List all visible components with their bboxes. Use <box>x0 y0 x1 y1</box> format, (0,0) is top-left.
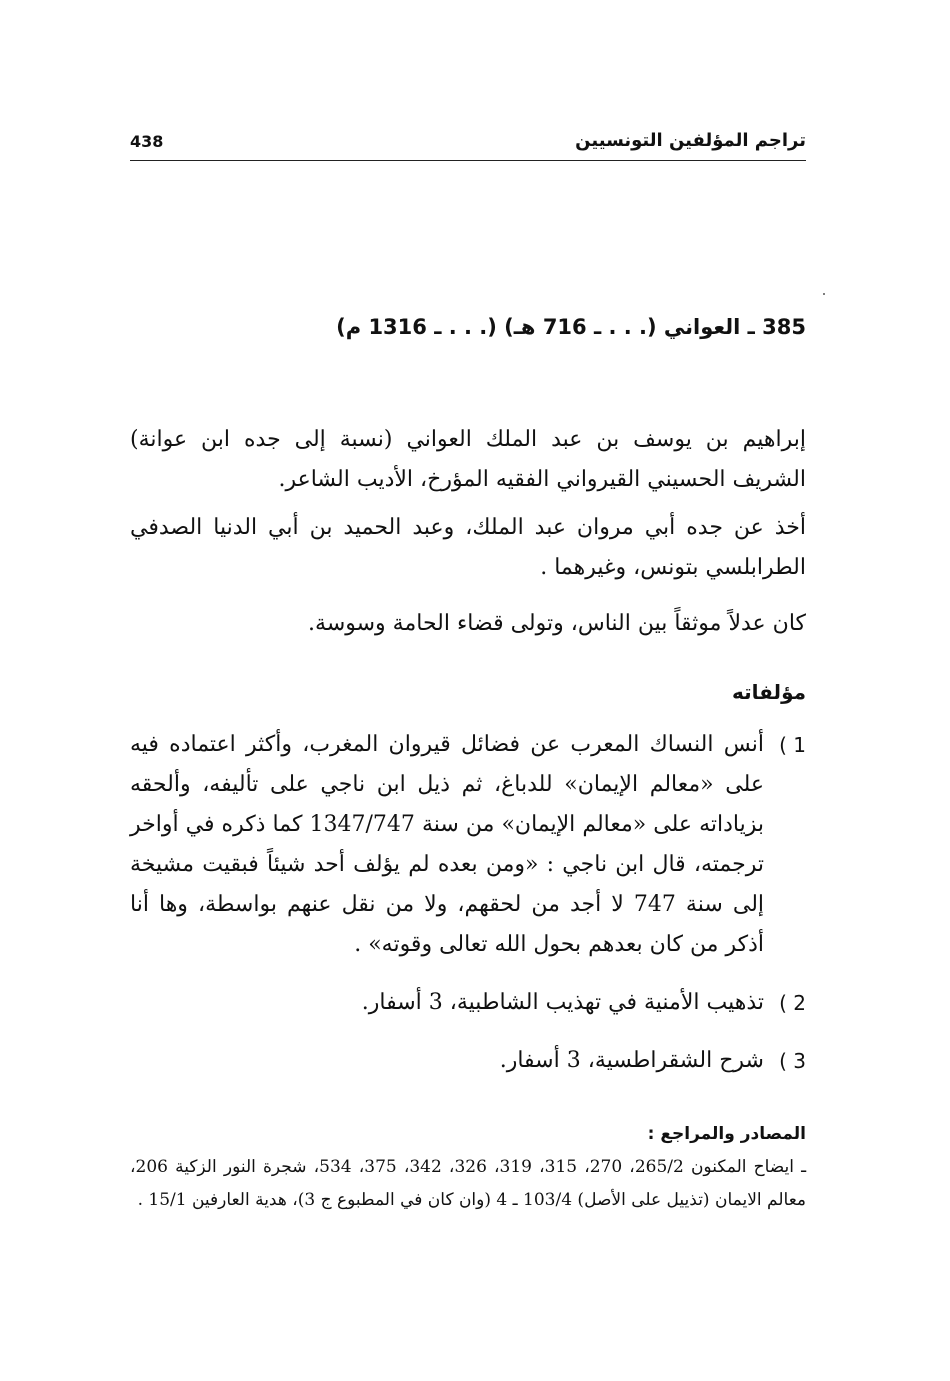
running-title: تراجم المؤلفين التونسيين <box>575 130 806 151</box>
references-text: ـ ايضاح المكنون 265/2، 270، 315، 319، 326، 342، 375، 534، شجرة النور الزكية 206، معالم الايمان (تذييل على الأصل) 103/4 ـ 4 (وان كان في المطبوع ج 3)، هدية العارفين 15/1 . <box>130 1157 807 1210</box>
references-title: المصادر والمراجع : <box>647 1124 806 1144</box>
biography-paragraph-2: أخذ عن جده أبي مروان عبد الملك، وعبد الحميد بن أبي الدنيا الصدفي الطرابلسي بتونس، وغيرهما . <box>130 515 806 580</box>
works-section-title: مؤلفاته <box>732 680 806 704</box>
references-section <box>130 1118 806 1217</box>
biography-paragraph-3: كان عدلاً موثقاً بين الناس، وتولى قضاء الحامة وسوسة. <box>308 611 806 636</box>
scan-speck <box>823 293 825 295</box>
page-number: 438 <box>130 132 164 151</box>
work-text: شرح الشقراطسية، 3 أسفار. <box>499 1048 764 1073</box>
work-item-3 <box>130 1041 806 1081</box>
biography-paragraph-1: إبراهيم بن يوسف بن عبد الملك العواني (نسبة إلى جده ابن عوانة) الشريف الحسيني القيرواني الفقيه المؤرخ، الأديب الشاعر. <box>130 427 806 492</box>
work-item-2 <box>130 983 806 1023</box>
work-number: 2 ) <box>779 991 806 1015</box>
works-list <box>130 725 806 1099</box>
work-number: 1 ) <box>779 733 806 757</box>
work-number: 3 ) <box>779 1049 806 1073</box>
work-text: أنس النساك المعرب عن فضائل قيروان المغرب، وأكثر اعتماده فيه على «معالم الإيمان» للدباغ، ثم ذيل ابن ناجي على تأليفه، وألحقه بزياداته على «معالم الإيمان» من سنة 1347/747 كما ذكره في أواخر ترجمته، قال ابن ناجي : «ومن بعده لم يؤلف أحد شيئاً فبقيت مشيخة إلى سنة 747 لا أجد من لحقهم، ولا من نقل عنهم بواسطة، وها أنا أذكر من كان بعدهم بحول الله تعالى وقوته» . <box>130 732 765 957</box>
work-item-1 <box>130 725 806 965</box>
entry-heading: 385 ـ العواني (. . . ـ 716 هـ) (. . . ـ 1316 م) <box>336 315 806 339</box>
page-header <box>130 128 806 161</box>
work-text: تذهيب الأمنية في تهذيب الشاطبية، 3 أسفار. <box>361 990 764 1015</box>
